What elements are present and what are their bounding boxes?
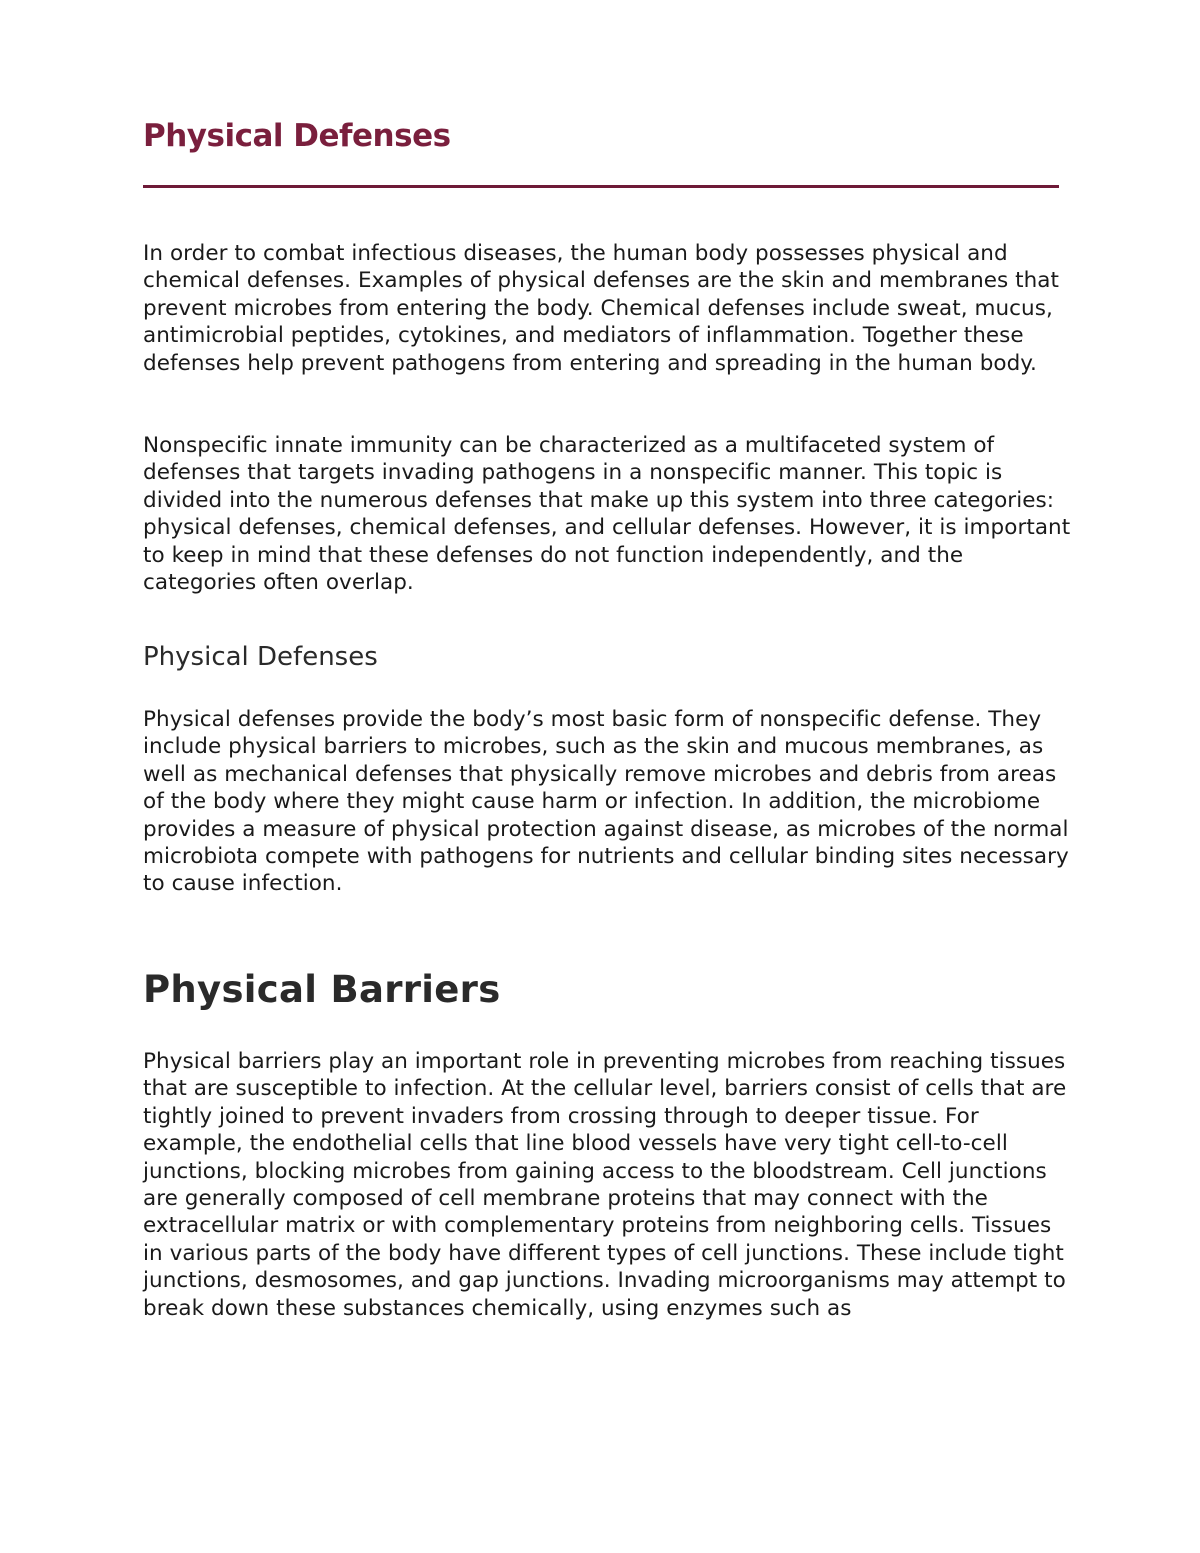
- intro-paragraph-2: Nonspecific innate immunity can be characterized as a multifaceted system of defenses that targets invading pathogens in a nonspecific manner. This topic is divided into the numerous defenses that make up this system into three categories: physical defenses, chemical defenses, and cellular defenses. However, it is important to keep in mind that these defenses do not function independently, and the categories often overlap.: [143, 433, 1071, 596]
- subsection-heading: Physical Barriers: [143, 968, 501, 1011]
- subsection-paragraph: Physical barriers play an important role in preventing microbes from reaching tissues that are susceptible to infection. At the cellular level, barriers consist of cells that are tightly joined to prevent invaders from crossing through to deeper tissue. For example, the endothelial cells that line blood vessels have very tight cell-to-cell junctions, blocking microbes from gaining access to the bloodstream. Cell junctions are generally composed of cell membrane proteins that may connect with the extracellular matrix or with complementary proteins from neighboring cells. Tissues in various parts of the body have different types of cell junctions. These include tight junctions, desmosomes, and gap junctions. Invading microorganisms may attempt to break down these substances chemically, using enzymes such as: [143, 1049, 1067, 1321]
- title-divider: [143, 185, 1059, 188]
- section-heading: Physical Defenses: [143, 642, 378, 672]
- intro-paragraph-1: In order to combat infectious diseases, the human body possesses physical and chemical defenses. Examples of physical defenses are the skin and membranes that prevent microbes from entering the body. Chemical defenses include sweat, mucus, antimicrobial peptides, cytokines, and mediators of inflammation. Together these defenses help prevent pathogens from entering and spreading in the human body.: [143, 241, 1060, 376]
- section-paragraph: Physical defenses provide the body’s most basic form of nonspecific defense. They include physical barriers to microbes, such as the skin and mucous membranes, as well as mechanical defenses that physically remove microbes and debris from areas of the body where they might cause harm or infection. In addition, the microbiome provides a measure of physical protection against disease, as microbes of the normal microbiota compete with pathogens for nutrients and cellular binding sites necessary to cause infection.: [143, 707, 1069, 897]
- document-title: Physical Defenses: [143, 118, 451, 154]
